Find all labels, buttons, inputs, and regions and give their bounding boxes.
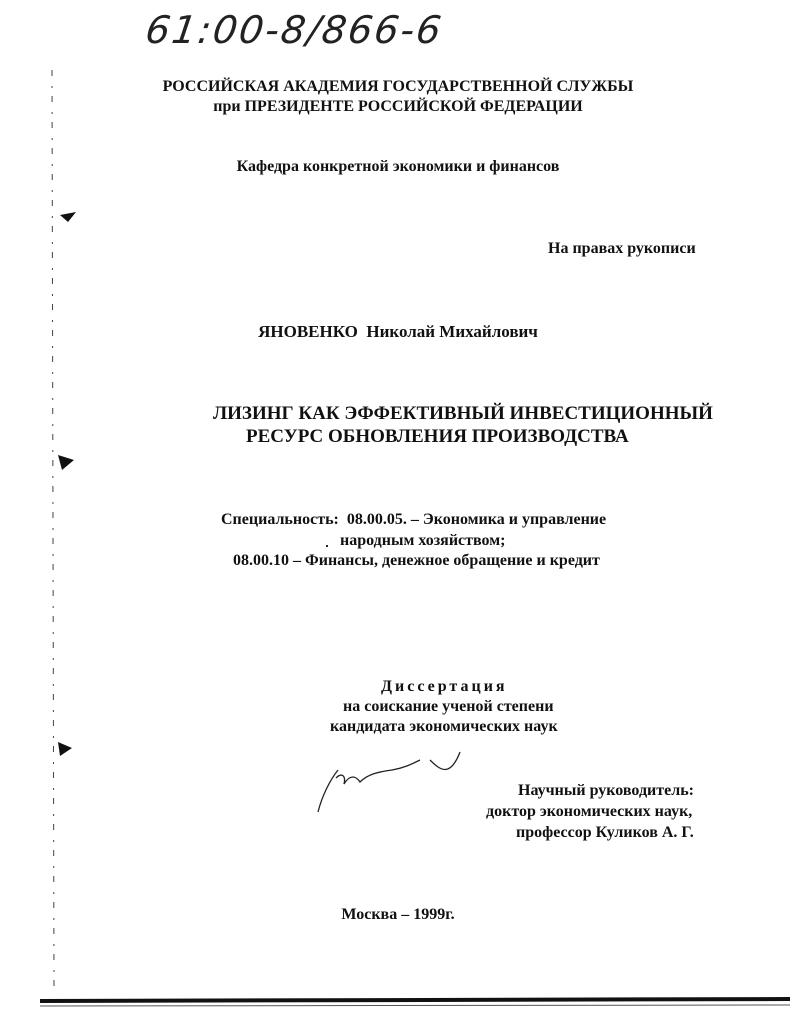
specialty-label: Специальность:	[221, 511, 339, 528]
dissertation-degree-line1: на соискание ученой степени	[343, 698, 554, 715]
specialty-1-continuation: народным хозяйством;	[340, 532, 506, 549]
supervisor-degree: доктор экономических наук,	[486, 803, 693, 820]
specialty-1: 08.00.05. – Экономика и управление	[346, 511, 607, 528]
archive-code-handwritten: 61:00-8/866-6	[142, 8, 446, 52]
dissertation-degree-line2: кандидата экономических наук	[330, 718, 558, 735]
dissertation-heading: Диссертация	[381, 678, 508, 695]
city-year: Москва – 1999г.	[341, 906, 455, 923]
specialty-2: 08.00.10 – Финансы, денежное обращение и кредит	[233, 552, 600, 569]
supervisor-label: Научный руководитель:	[518, 782, 694, 799]
bottom-scan-edge	[40, 999, 790, 1001]
department-name: Кафедра конкретной экономики и финансов	[236, 158, 560, 175]
academy-name: РОССИЙСКАЯ АКАДЕМИЯ ГОСУДАРСТВЕННОЙ СЛУЖБЫ	[162, 78, 634, 95]
manuscript-note: На правах рукописи	[548, 240, 696, 257]
binding-mark-3	[58, 742, 72, 756]
supervisor-signature	[318, 752, 460, 812]
dissertation-title-line2: РЕСУРС ОБНОВЛЕНИЯ ПРОИЗВОДСТВА	[246, 426, 629, 447]
binding-mark-1	[60, 212, 76, 222]
author-given-names: Николай Михайлович	[366, 322, 538, 341]
supervisor-name: профессор Куликов А. Г.	[516, 824, 694, 841]
author-surname: ЯНОВЕНКО	[258, 322, 358, 341]
scan-speck	[326, 545, 328, 547]
dissertation-title-line1: ЛИЗИНГ КАК ЭФФЕКТИВНЫЙ ИНВЕСТИЦИОННЫЙ	[213, 403, 713, 424]
bottom-scan-edge-shadow	[40, 1005, 790, 1006]
binding-mark-2	[58, 455, 74, 470]
left-margin-scan-line	[52, 70, 54, 990]
academy-affiliation: при ПРЕЗИДЕНТЕ РОССИЙСКОЙ ФЕДЕРАЦИИ	[213, 98, 583, 115]
